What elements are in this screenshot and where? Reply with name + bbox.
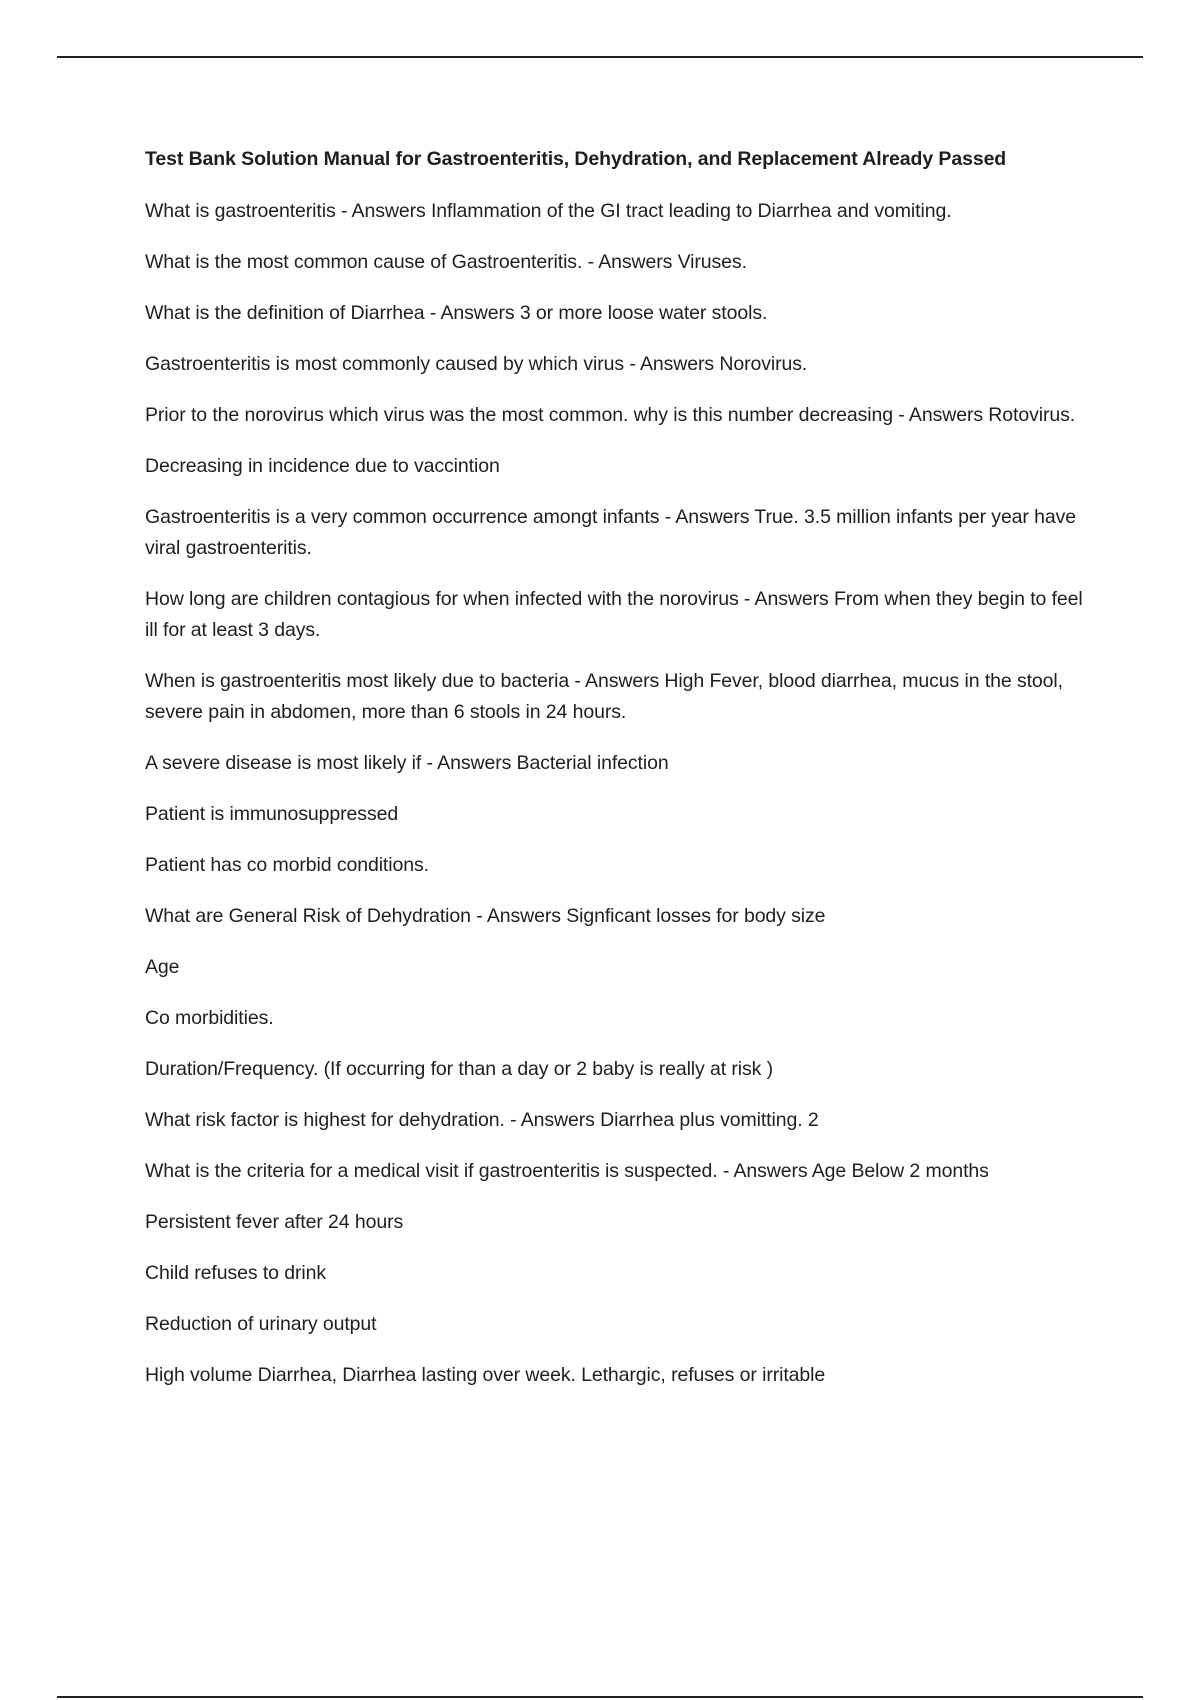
- paragraph: What is the most common cause of Gastroenteritis. - Answers Viruses.: [145, 251, 747, 273]
- paragraph: Gastroenteritis is most commonly caused by which virus - Answers Norovirus.: [145, 353, 808, 375]
- paragraph: Persistent fever after 24 hours: [145, 1211, 404, 1233]
- paragraph: What risk factor is highest for dehydration. - Answers Diarrhea plus vomitting. 2: [145, 1109, 819, 1131]
- document-title: Test Bank Solution Manual for Gastroenteritis, Dehydration, and Replacement Already Passed: [145, 148, 1007, 170]
- paragraph: A severe disease is most likely if - Answers Bacterial infection: [145, 752, 669, 774]
- bottom-rule: [57, 1696, 1143, 1698]
- paragraph: Gastroenteritis is a very common occurrence amongt infants - Answers True. 3.5 million infants per year have viral gastroenteritis.: [145, 506, 1077, 559]
- top-rule: [57, 56, 1143, 58]
- paragraph: Age: [145, 956, 180, 978]
- paragraph: Prior to the norovirus which virus was the most common. why is this number decreasing - Answers Rotovirus.: [145, 404, 1076, 426]
- paragraph: What is the criteria for a medical visit if gastroenteritis is suspected. - Answers Age Below 2 months: [145, 1160, 989, 1182]
- paragraph: Reduction of urinary output: [145, 1313, 377, 1335]
- paragraph: Child refuses to drink: [145, 1262, 326, 1284]
- paragraph: Decreasing in incidence due to vaccintion: [145, 455, 500, 477]
- paragraph: Co morbidities.: [145, 1007, 274, 1029]
- paragraph: Patient is immunosuppressed: [145, 803, 399, 825]
- paragraph: High volume Diarrhea, Diarrhea lasting over week. Lethargic, refuses or irritable: [145, 1364, 826, 1386]
- paragraph: When is gastroenteritis most likely due to bacteria - Answers High Fever, blood diarrhea, mucus in the stool, severe pain in abdomen, more than 6 stools in 24 hours.: [145, 670, 1063, 723]
- paragraph: Duration/Frequency. (If occurring for than a day or 2 baby is really at risk ): [145, 1058, 774, 1080]
- paragraph: What is gastroenteritis - Answers Inflammation of the GI tract leading to Diarrhea and vomiting.: [145, 200, 952, 222]
- paragraph: What is the definition of Diarrhea - Answers 3 or more loose water stools.: [145, 302, 768, 324]
- paragraph: What are General Risk of Dehydration - Answers Signficant losses for body size: [145, 905, 826, 927]
- paragraph: How long are children contagious for when infected with the norovirus - Answers From when they begin to feel ill for at least 3 days.: [145, 588, 1083, 641]
- paragraph: Patient has co morbid conditions.: [145, 854, 429, 876]
- document-body: [145, 144, 1090, 1411]
